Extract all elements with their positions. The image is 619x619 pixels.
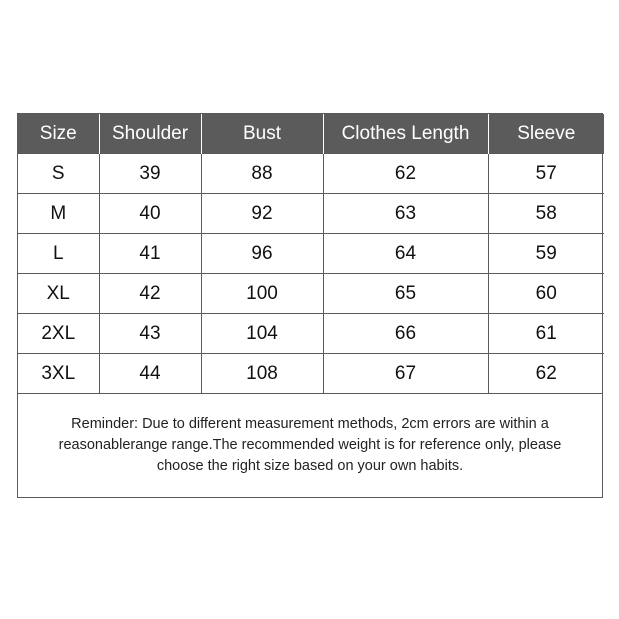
cell-sleeve: 62 bbox=[488, 354, 604, 394]
header-sleeve: Sleeve bbox=[488, 114, 604, 154]
size-chart bbox=[17, 113, 603, 498]
cell-size: 2XL bbox=[18, 314, 99, 354]
header-size: Size bbox=[18, 114, 99, 154]
table-row bbox=[18, 154, 604, 194]
cell-size: M bbox=[18, 194, 99, 234]
cell-sleeve: 57 bbox=[488, 154, 604, 194]
cell-bust: 88 bbox=[201, 154, 323, 194]
cell-clothes-length: 62 bbox=[323, 154, 488, 194]
cell-clothes-length: 63 bbox=[323, 194, 488, 234]
cell-shoulder: 40 bbox=[99, 194, 201, 234]
cell-clothes-length: 64 bbox=[323, 234, 488, 274]
cell-shoulder: 43 bbox=[99, 314, 201, 354]
cell-bust: 108 bbox=[201, 354, 323, 394]
cell-shoulder: 39 bbox=[99, 154, 201, 194]
table-row bbox=[18, 234, 604, 274]
cell-bust: 100 bbox=[201, 274, 323, 314]
cell-size: S bbox=[18, 154, 99, 194]
cell-clothes-length: 65 bbox=[323, 274, 488, 314]
header-shoulder: Shoulder bbox=[99, 114, 201, 154]
cell-size: 3XL bbox=[18, 354, 99, 394]
cell-bust: 96 bbox=[201, 234, 323, 274]
cell-bust: 104 bbox=[201, 314, 323, 354]
cell-shoulder: 42 bbox=[99, 274, 201, 314]
cell-clothes-length: 67 bbox=[323, 354, 488, 394]
reminder-note bbox=[18, 393, 602, 497]
table-row bbox=[18, 354, 604, 394]
header-bust: Bust bbox=[201, 114, 323, 154]
table-row bbox=[18, 194, 604, 234]
cell-sleeve: 60 bbox=[488, 274, 604, 314]
reminder-text: Reminder: Due to different measurement methods, 2cm errors are within a reasonablerange range.The recommended weight is for reference only, please choose the right size based on your own habits. bbox=[58, 416, 562, 474]
cell-shoulder: 41 bbox=[99, 234, 201, 274]
cell-clothes-length: 66 bbox=[323, 314, 488, 354]
cell-sleeve: 58 bbox=[488, 194, 604, 234]
size-table bbox=[18, 114, 604, 393]
cell-size: XL bbox=[18, 274, 99, 314]
cell-size: L bbox=[18, 234, 99, 274]
header-clothes-length: Clothes Length bbox=[323, 114, 488, 154]
cell-sleeve: 61 bbox=[488, 314, 604, 354]
cell-shoulder: 44 bbox=[99, 354, 201, 394]
table-row bbox=[18, 274, 604, 314]
table-row bbox=[18, 314, 604, 354]
cell-sleeve: 59 bbox=[488, 234, 604, 274]
cell-bust: 92 bbox=[201, 194, 323, 234]
header-row bbox=[18, 114, 604, 154]
